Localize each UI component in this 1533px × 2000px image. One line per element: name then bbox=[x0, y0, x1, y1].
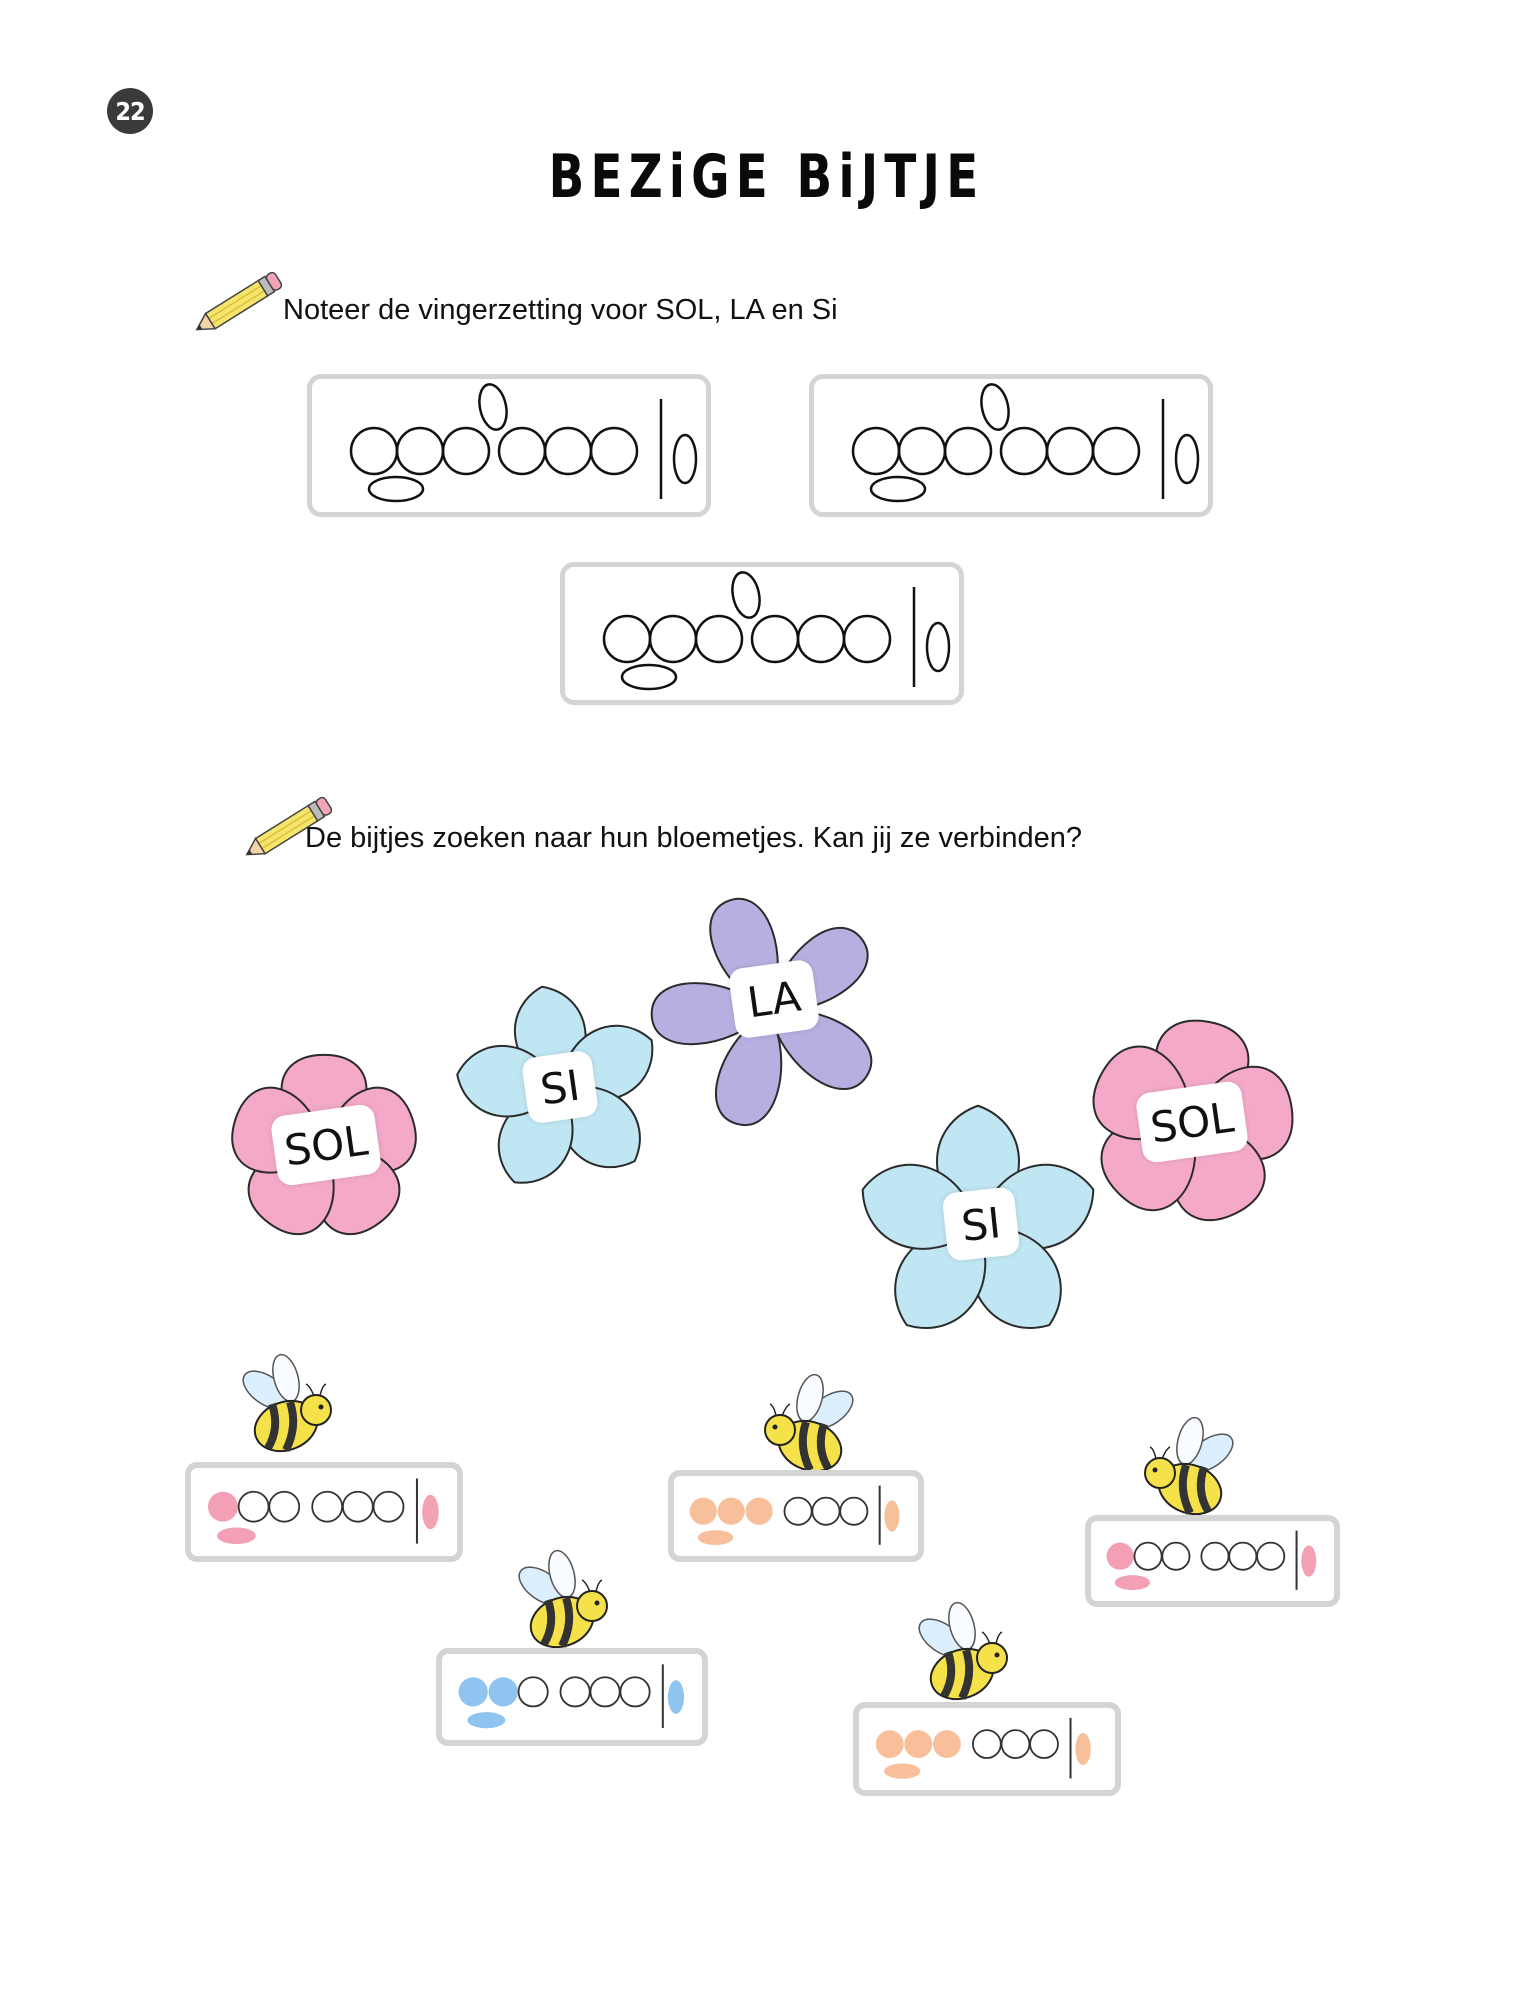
bee-fingering-card[interactable] bbox=[185, 1462, 463, 1562]
thumb-hole bbox=[1115, 1575, 1150, 1590]
flower-si[interactable] bbox=[453, 962, 667, 1216]
open-hole bbox=[1229, 1543, 1256, 1570]
flower-label: LA bbox=[728, 958, 821, 1039]
fingering-diagram bbox=[565, 567, 969, 710]
fingering-answer-box[interactable] bbox=[307, 374, 711, 517]
thumb-hole bbox=[217, 1528, 256, 1544]
covered-hole bbox=[489, 1677, 518, 1706]
bee-eye bbox=[595, 1601, 600, 1606]
bee-eye bbox=[773, 1425, 778, 1430]
bee-fingering-diagram bbox=[1091, 1521, 1334, 1601]
bee-icon bbox=[1132, 1415, 1252, 1525]
covered-hole bbox=[1107, 1543, 1134, 1570]
bee-fingering-card[interactable] bbox=[1085, 1515, 1340, 1607]
open-hole bbox=[343, 1492, 373, 1522]
bee-fingering-diagram bbox=[442, 1654, 702, 1740]
thumb-hole bbox=[698, 1530, 733, 1545]
open-hole bbox=[560, 1677, 589, 1706]
covered-hole bbox=[459, 1677, 488, 1706]
pencil-icon bbox=[188, 265, 288, 345]
fingering-diagram bbox=[312, 379, 716, 522]
open-hole bbox=[812, 1498, 839, 1525]
flower-sol[interactable] bbox=[1077, 1015, 1305, 1229]
bee-fingering-diagram bbox=[859, 1708, 1115, 1790]
bee-fingering-card[interactable] bbox=[436, 1648, 708, 1746]
bee-eye bbox=[995, 1653, 1000, 1658]
flower-label: SI bbox=[942, 1186, 1021, 1261]
covered-hole bbox=[876, 1730, 904, 1758]
open-hole bbox=[374, 1492, 404, 1522]
open-hole bbox=[269, 1492, 299, 1522]
open-hole bbox=[620, 1677, 649, 1706]
bee-eye bbox=[1153, 1468, 1158, 1473]
open-hole bbox=[239, 1492, 269, 1522]
fingering-answer-box[interactable] bbox=[809, 374, 1213, 517]
open-hole bbox=[784, 1498, 811, 1525]
bee-head bbox=[1145, 1458, 1175, 1488]
open-hole bbox=[840, 1498, 867, 1525]
thumb-hole bbox=[467, 1712, 505, 1728]
pinky-key bbox=[422, 1495, 438, 1529]
thumb-hole bbox=[884, 1763, 920, 1778]
open-hole bbox=[1162, 1543, 1189, 1570]
open-hole bbox=[973, 1730, 1001, 1758]
fingering-diagram bbox=[814, 379, 1218, 522]
bee-icon bbox=[900, 1600, 1020, 1710]
covered-hole bbox=[718, 1498, 745, 1525]
exercise-2-instruction: De bijtjes zoeken naar hun bloemetjes. Kan jij ze verbinden? bbox=[305, 822, 1083, 854]
open-hole bbox=[1002, 1730, 1030, 1758]
bee-icon bbox=[224, 1352, 344, 1462]
fingering-answer-box[interactable] bbox=[560, 562, 964, 705]
open-hole bbox=[1201, 1543, 1228, 1570]
flower-si[interactable] bbox=[853, 1092, 1103, 1362]
flower-label: SOL bbox=[1135, 1080, 1250, 1164]
flower-sol[interactable] bbox=[226, 1050, 422, 1246]
pinky-key bbox=[668, 1680, 684, 1714]
open-hole bbox=[1030, 1730, 1058, 1758]
open-hole bbox=[1134, 1543, 1161, 1570]
flower-label: SI bbox=[521, 1049, 600, 1124]
covered-hole bbox=[904, 1730, 932, 1758]
open-hole bbox=[590, 1677, 619, 1706]
exercise-1-instruction: Noteer de vingerzetting voor SOL, LA en Si bbox=[283, 294, 838, 326]
bee-fingering-card[interactable] bbox=[668, 1470, 924, 1562]
covered-hole bbox=[690, 1498, 717, 1525]
pinky-key bbox=[884, 1500, 899, 1531]
bee-eye bbox=[319, 1405, 324, 1410]
pinky-key bbox=[1075, 1733, 1090, 1765]
covered-hole bbox=[933, 1730, 961, 1758]
flower-label: SOL bbox=[270, 1103, 383, 1187]
page-title: BEZiGE BiJTJE bbox=[548, 142, 985, 212]
covered-hole bbox=[208, 1492, 238, 1522]
bee-head bbox=[977, 1643, 1007, 1673]
bee-head bbox=[301, 1395, 331, 1425]
open-hole bbox=[1257, 1543, 1284, 1570]
bee-head bbox=[577, 1591, 607, 1621]
bee-fingering-card[interactable] bbox=[853, 1702, 1121, 1796]
bee-fingering-diagram bbox=[191, 1468, 457, 1556]
bee-fingering-diagram bbox=[674, 1476, 918, 1556]
open-hole bbox=[312, 1492, 342, 1522]
open-hole bbox=[519, 1677, 548, 1706]
bee-head bbox=[765, 1415, 795, 1445]
covered-hole bbox=[745, 1498, 772, 1525]
bee-icon bbox=[500, 1548, 620, 1658]
pinky-key bbox=[1301, 1545, 1316, 1576]
page-number-badge: 22 bbox=[107, 88, 153, 134]
bee-icon bbox=[752, 1372, 872, 1482]
